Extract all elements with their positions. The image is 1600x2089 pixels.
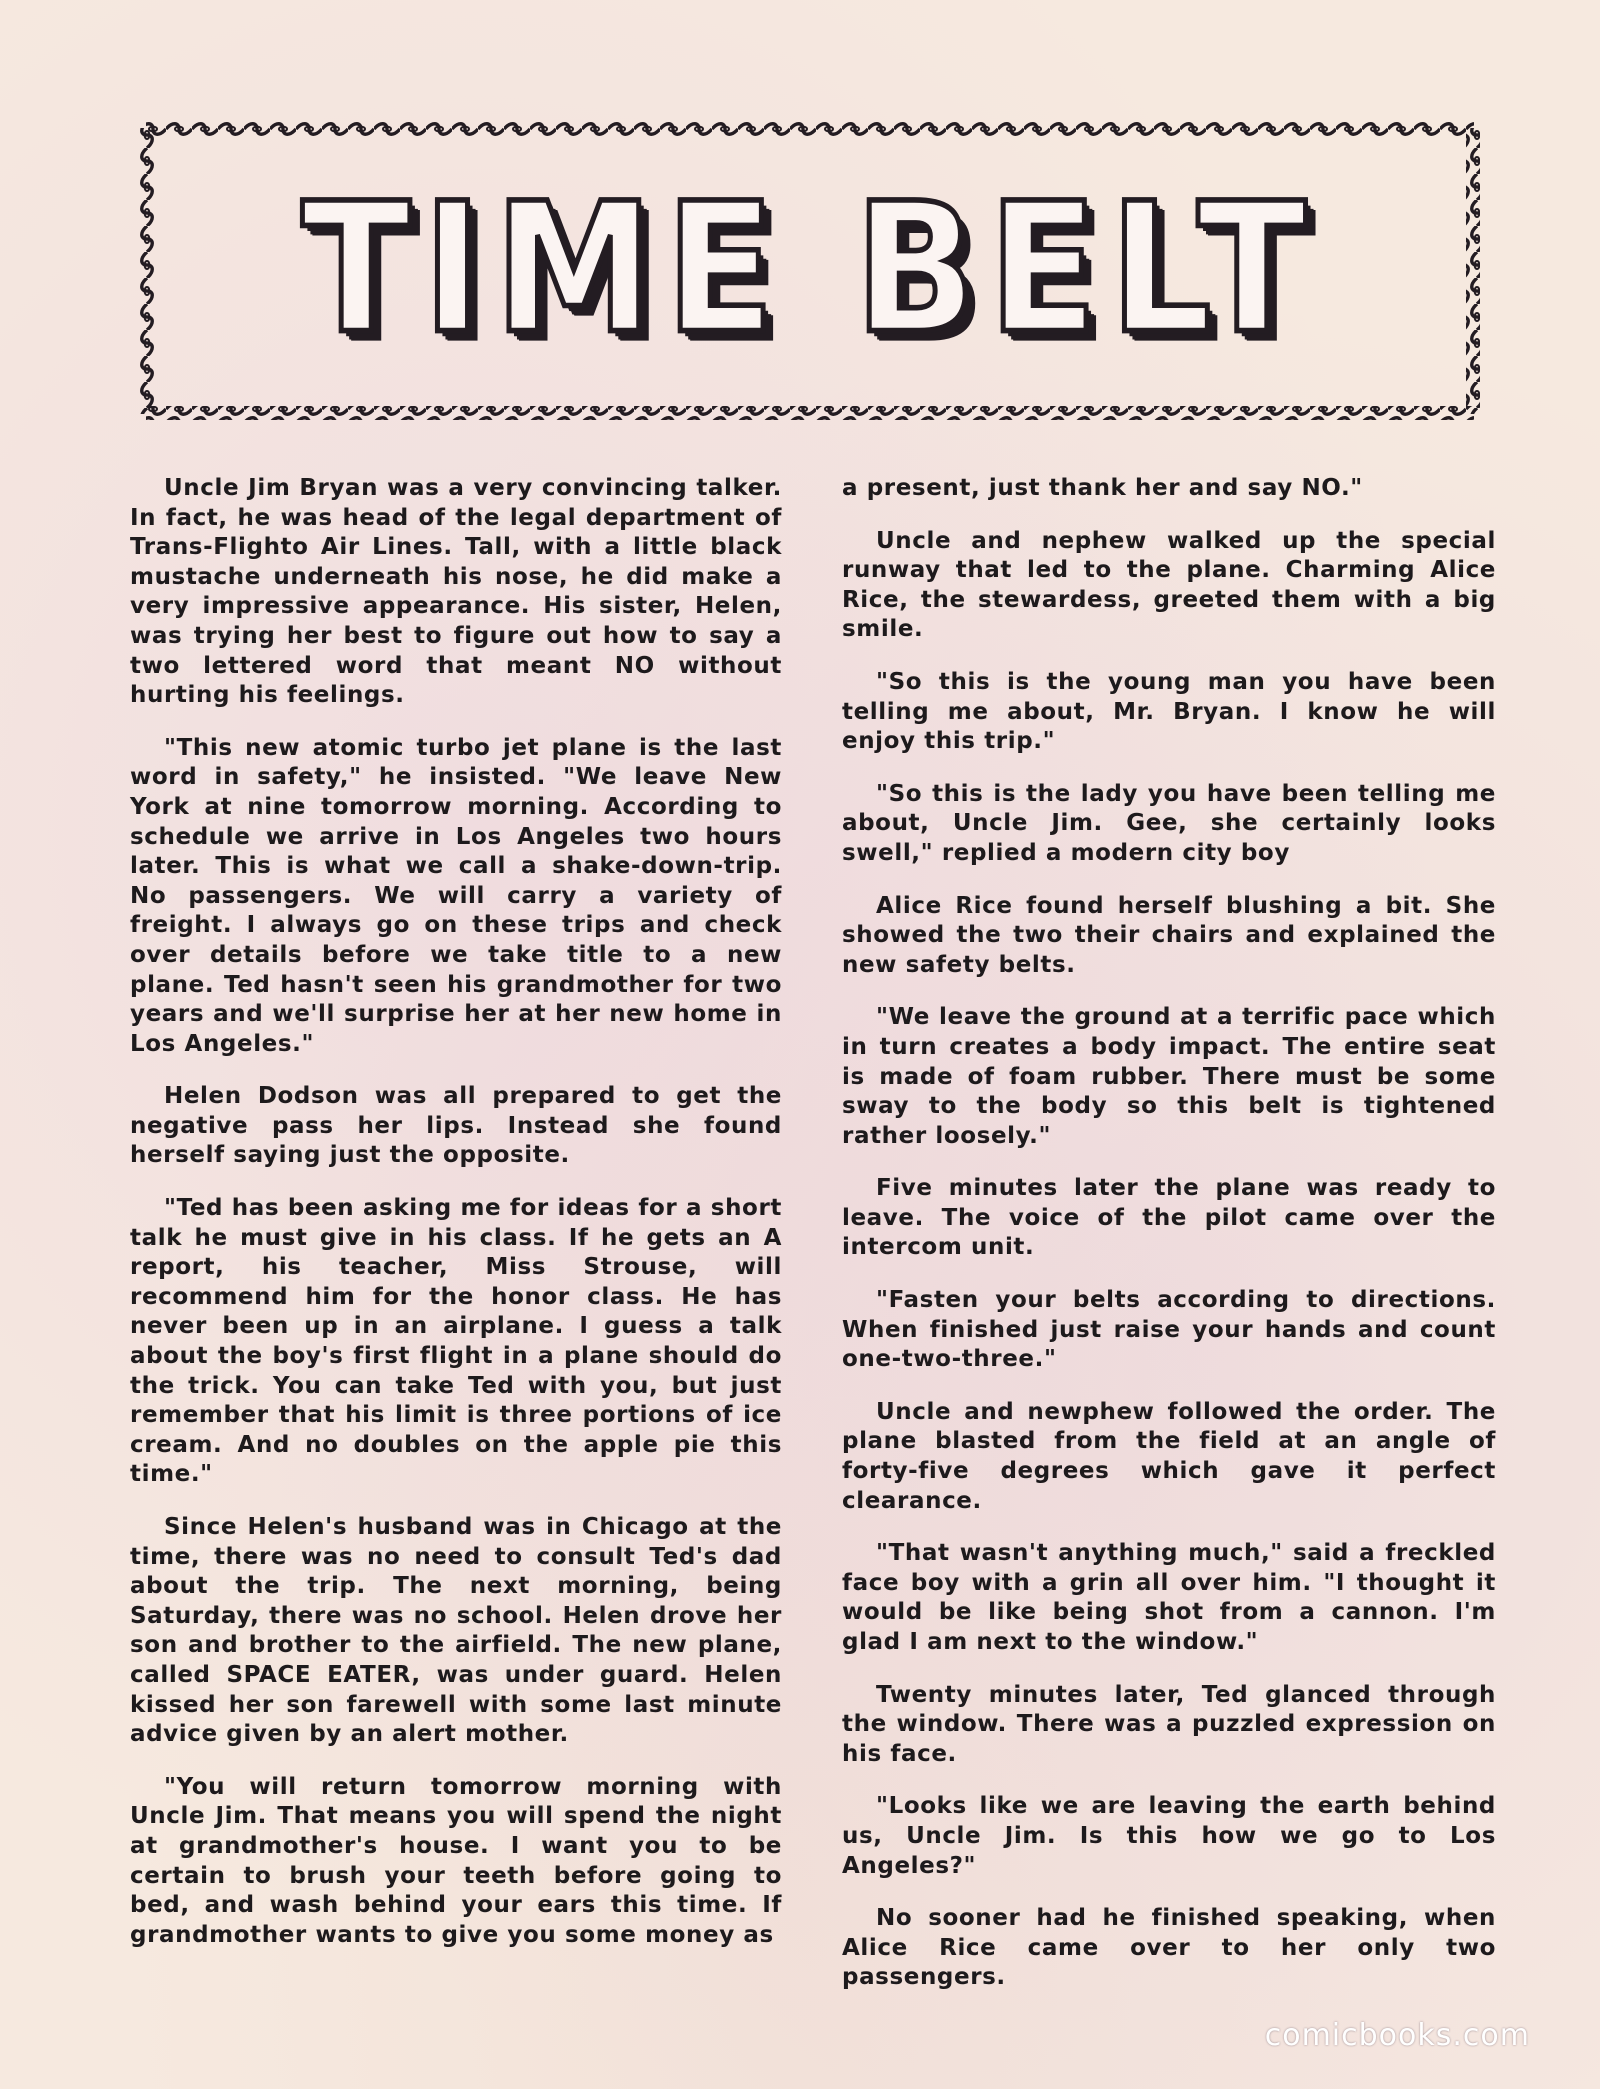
left-column bbox=[130, 474, 782, 1973]
paragraph: Uncle and nephew walked up the special runway that led to the plane. Charming Alice Rice, the stewardess, greeted them with a big smile. bbox=[842, 527, 1496, 643]
paragraph: "This new atomic turbo jet plane is the last word in safety," he insisted. "We leave New York at nine tomorrow morning. According to schedule we arrive in Los Angeles two hours later. This is what we call a shake-down-trip. No passengers. We will carry a variety of freight. I always go on these trips and check over details before we take title to a new plane. Ted hasn't seen his grandmother for two years and we'll surprise her at her new home in Los Angeles." bbox=[130, 734, 782, 1057]
paragraph: Five minutes later the plane was ready to leave. The voice of the pilot came over the intercom unit. bbox=[842, 1175, 1496, 1261]
paragraph: "So this is the lady you have been telling me about, Uncle Jim. Gee, she certainly looks swell," replied a modern city boy bbox=[842, 780, 1496, 866]
paragraph-continuation: a present, just thank her and say NO." bbox=[842, 475, 1363, 501]
paragraph: "So this is the young man you have been telling me about, Mr. Bryan. I know he will enjoy this trip." bbox=[842, 668, 1496, 755]
paragraph: "We leave the ground at a terrific pace which in turn creates a body impact. The entire seat is made of foam rubber. There must be some sway to the body so this belt is tightened rather loosely." bbox=[842, 1004, 1496, 1149]
paragraph: Helen Dodson was all prepared to get the negative pass her lips. Instead she found herself saying just the opposite. bbox=[130, 1083, 782, 1169]
paragraph: Since Helen's husband was in Chicago at the time, there was no need to consult Ted's dad about the trip. The next morning, being Saturday, there was no school. Helen drove her son and brother to the airfield. The new plane, called SPACE EATER, was under guard. Helen kissed her son farewell with some last minute advice given by an alert mother. bbox=[130, 1514, 782, 1748]
right-column bbox=[842, 474, 1496, 2016]
paragraph: "You will return tomorrow morning with Uncle Jim. That means you will spend the night at grandmother's house. I want you to be certain to brush your teeth before going to bed, and wash behind your ears this time. If grandmother wants to give you some money as bbox=[130, 1773, 782, 1948]
paragraph: "That wasn't anything much," said a freckled face boy with a grin all over him. "I thought it would be like being shot from a cannon. I'm glad I am next to the window." bbox=[842, 1540, 1496, 1655]
paragraph: Uncle and newphew followed the order. The plane blasted from the field at an angle of forty-five degrees which gave it perfect clearance. bbox=[842, 1398, 1496, 1514]
site-watermark: comicbooks.com bbox=[1264, 2018, 1530, 2053]
title-banner bbox=[140, 122, 1480, 420]
paragraph: Alice Rice found herself blushing a bit. She showed the two their chairs and explained the new safety belts. bbox=[842, 892, 1496, 978]
paragraph: Twenty minutes later, Ted glanced through the window. There was a puzzled expression on his face. bbox=[842, 1681, 1496, 1767]
paragraph: Uncle Jim Bryan was a very convincing talker. In fact, he was head of the legal department of Trans-Flighto Air Lines. Tall, with a little black mustache underneath his nose, he did make a very impressive appearance. His sister, Helen, was trying her best to figure out how to say a two lettered word that meant NO without hurting his feelings. bbox=[130, 475, 782, 709]
paragraph: "Looks like we are leaving the earth behind us, Uncle Jim. Is this how we go to Los Angeles?" bbox=[842, 1793, 1496, 1879]
paragraph: "Ted has been asking me for ideas for a short talk he must give in his class. If he gets an A report, his teacher, Miss Strouse, will recommend him for the honor class. He has never been up in an airplane. I guess a talk about the boy's first flight in a plane should do the trick. You can take Ted with you, but just remember that his limit is three portions of ice cream. And no doubles on the apple pie this time." bbox=[130, 1195, 782, 1488]
story-title: TIME BELT bbox=[301, 163, 1319, 374]
paragraph: "Fasten your belts according to directions. When finished just raise your hands and count one-two-three." bbox=[842, 1287, 1496, 1373]
paragraph: No sooner had he finished speaking, when Alice Rice came over to her only two passengers. bbox=[842, 1905, 1496, 1991]
